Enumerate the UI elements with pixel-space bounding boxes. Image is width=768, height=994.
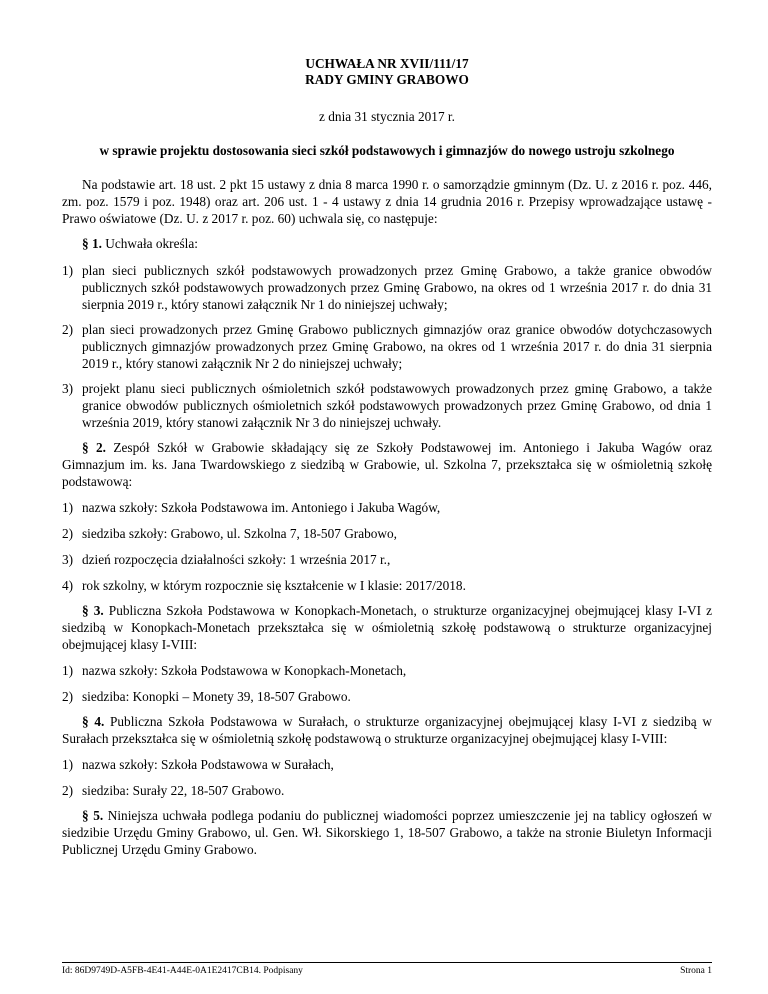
intro-paragraph: Na podstawie art. 18 ust. 2 pkt 15 ustawy z dnia 8 marca 1990 r. o samorządzie gminnym (Dz. U. z 2016 r. poz. 446, zm. poz. 1579 i poz. 1948) oraz art. 206 ust. 1 - 4 ustawy z dnia 14 grudnia 2016 r. Przepisy wprowadzające ustawę - Prawo oświatowe (Dz. U. z 2017 r. poz. 60) uchwala się, co następuje: — [62, 177, 712, 226]
section-1-mark: § 1. — [82, 236, 102, 251]
list-item — [62, 499, 712, 516]
list-item — [62, 688, 712, 705]
list-item — [62, 756, 712, 773]
item-text: siedziba: Konopki – Monety 39, 18-507 Grabowo. — [82, 689, 351, 704]
list-item — [62, 321, 712, 372]
section-2-text: Zespół Szkół w Grabowie składający się ze Szkoły Podstawowej im. Antoniego i Jakuba Wagów oraz Gimnazjum im. ks. Jana Twardowskiego z siedzibą w Grabowie, ul. Szkolna 7, przekształca się w ośmioletnią szkołę podstawową: — [62, 440, 712, 489]
document-id: Id: 86D9749D-A5FB-4E41-A44E-0A1E2417CB14. Podpisany — [62, 966, 303, 976]
item-number: 2) — [62, 526, 74, 541]
item-text: nazwa szkoły: Szkoła Podstawowa w Surałach, — [82, 757, 334, 772]
document-subject: w sprawie projektu dostosowania sieci szkół podstawowych i gimnazjów do nowego ustroju szkolnego — [99, 143, 675, 158]
item-text: plan sieci prowadzonych przez Gminę Grabowo publicznych gimnazjów oraz granice obwodów dotychczasowych publicznych gimnazjów prowadzonych przez Gminę Grabowo, na okres od 1 września 2017 r. do dnia 31 sierpnia 2019 r., który stanowi załącznik Nr 2 do niniejszej uchwały; — [82, 322, 712, 371]
section-2 — [62, 439, 712, 490]
item-number: 2) — [62, 783, 74, 798]
item-number: 1) — [62, 757, 74, 772]
section-3 — [62, 602, 712, 653]
item-text: nazwa szkoły: Szkoła Podstawowa w Konopkach-Monetach, — [82, 663, 407, 678]
section-4-text: Publiczna Szkoła Podstawowa w Surałach, o strukturze organizacyjnej obejmującej klasy I-VI z siedzibą w Surałach przekształca się w ośmioletnią szkołę podstawową o strukturze organizacyjnej obejmującej klasy I-VIII: — [62, 714, 712, 746]
document-page — [62, 56, 712, 858]
item-text: plan sieci publicznych szkół podstawowych prowadzonych przez Gminę Grabowo, a także granice obwodów publicznych szkół podstawowych prowadzonych przez Gminę Grabowo, na okres od 1 września 2017 r. do dnia 31 sierpnia 2019 r., który stanowi załącznik Nr 1 do niniejszej uchwały; — [82, 263, 712, 312]
document-title — [62, 56, 712, 88]
list-item — [62, 551, 712, 568]
section-2-mark: § 2. — [82, 440, 106, 455]
item-number: 1) — [62, 500, 74, 515]
item-text: siedziba szkoły: Grabowo, ul. Szkolna 7, 18-507 Grabowo, — [82, 526, 398, 541]
item-text: dzień rozpoczęcia działalności szkoły: 1 września 2017 r., — [82, 552, 391, 567]
item-number: 3) — [62, 381, 74, 396]
item-number: 3) — [62, 552, 74, 567]
item-number: 4) — [62, 578, 74, 593]
list-item — [62, 380, 712, 431]
item-number: 1) — [62, 263, 74, 278]
page-number: Strona 1 — [680, 966, 712, 976]
item-text: siedziba: Surały 22, 18-507 Grabowo. — [82, 783, 285, 798]
list-item — [62, 262, 712, 313]
item-text: rok szkolny, w którym rozpocznie się kształcenie w I klasie: 2017/2018. — [82, 578, 466, 593]
list-item — [62, 662, 712, 679]
section-1 — [62, 235, 712, 252]
section-5 — [62, 807, 712, 858]
item-number: 1) — [62, 663, 74, 678]
section-1-text: Uchwała określa: — [105, 236, 198, 251]
list-item — [62, 577, 712, 594]
section-3-mark: § 3. — [82, 603, 104, 618]
item-text: nazwa szkoły: Szkoła Podstawowa im. Antoniego i Jakuba Wagów, — [82, 500, 441, 515]
section-4 — [62, 713, 712, 747]
item-number: 2) — [62, 689, 74, 704]
section-5-mark: § 5. — [82, 808, 104, 823]
page-footer — [62, 962, 712, 977]
section-5-text: Niniejsza uchwała podlega podaniu do publicznej wiadomości poprzez umieszczenie jej na tablicy ogłoszeń w siedzibie Urzędu Gminy Grabowo, ul. Gen. Wł. Sikorskiego 1, 18-507 Grabowo, a także na stronie Biuletyn Informacji Publicznej Urzędu Gminy Grabowo. — [62, 808, 712, 857]
list-item — [62, 525, 712, 542]
item-number: 2) — [62, 322, 74, 337]
section-4-mark: § 4. — [82, 714, 105, 729]
list-item — [62, 782, 712, 799]
document-date: z dnia 31 stycznia 2017 r. — [319, 109, 455, 124]
section-3-text: Publiczna Szkoła Podstawowa w Konopkach-Monetach, o strukturze organizacyjnej obejmującej klasy I-VI z siedzibą w Konopkach-Monetach przekształca się w ośmioletnią szkołę podstawową o strukturze organizacyjnej obejmującej klasy I-VIII: — [62, 603, 713, 652]
title-line-2: RADY GMINY GRABOWO — [305, 72, 469, 87]
title-line-1: UCHWAŁA NR XVII/111/17 — [305, 56, 469, 71]
item-text: projekt planu sieci publicznych ośmioletnich szkół podstawowych prowadzonych przez gminę Grabowo, a także granice obwodów publicznych ośmioletnich szkół podstawowych prowadzonych przez Gminę Grabowo, od dnia 1 września 2019, który stanowi załącznik Nr 3 do niniejszej uchwały. — [82, 381, 712, 430]
